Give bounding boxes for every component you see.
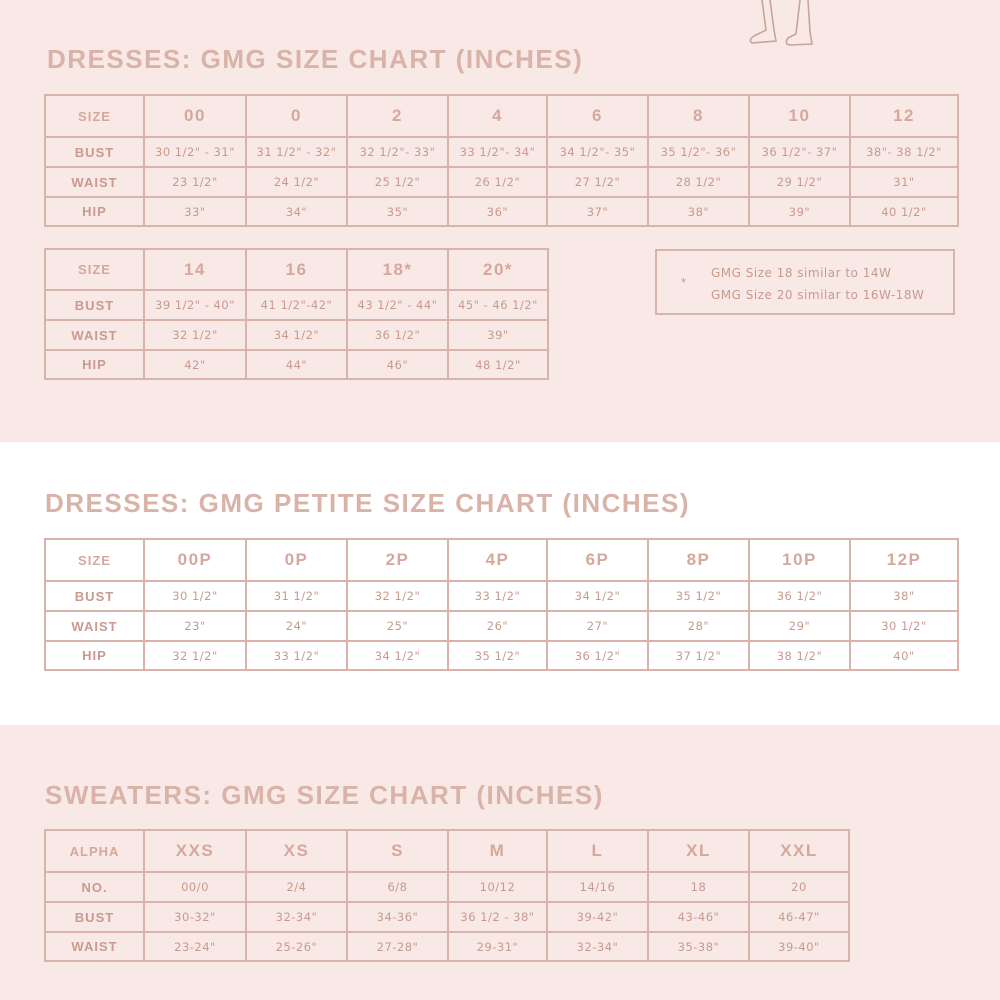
size-cell: 0P <box>246 539 347 581</box>
dresses-title: DRESSES: GMG SIZE CHART (INCHES) <box>47 44 584 74</box>
table-cell: 23-24" <box>144 932 246 961</box>
table-row <box>45 167 958 197</box>
row-label: WAIST <box>45 932 144 961</box>
table-cell: 39" <box>749 197 850 226</box>
table-cell: 28 1/2" <box>648 167 749 197</box>
table-cell: 32 1/2" <box>144 641 246 670</box>
alpha-label: ALPHA <box>45 830 144 872</box>
table-cell: 00/0 <box>144 872 246 902</box>
size-cell: 0 <box>246 95 347 137</box>
row-label: WAIST <box>45 611 144 641</box>
size-label: SIZE <box>45 95 144 137</box>
table-cell: 32 1/2" <box>144 320 246 350</box>
table-cell: 39-42" <box>547 902 648 932</box>
table-cell: 43-46" <box>648 902 749 932</box>
table-cell: 34 1/2" <box>246 320 347 350</box>
dresses-plus-size-table <box>44 248 549 380</box>
table-cell: 40 1/2" <box>850 197 958 226</box>
table-cell: 33" <box>144 197 246 226</box>
size-cell: 2P <box>347 539 448 581</box>
size-label: SIZE <box>45 249 144 290</box>
size-cell: 16 <box>246 249 347 290</box>
sweaters-size-table <box>44 829 850 962</box>
table-cell: 2/4 <box>246 872 347 902</box>
table-cell: 34" <box>246 197 347 226</box>
table-cell: 30 1/2" <box>144 581 246 611</box>
row-label: HIP <box>45 641 144 670</box>
table-cell: 28" <box>648 611 749 641</box>
table-cell: 10/12 <box>448 872 547 902</box>
size-cell: 00P <box>144 539 246 581</box>
table-cell: 24 1/2" <box>246 167 347 197</box>
size-cell: 12 <box>850 95 958 137</box>
size-cell: M <box>448 830 547 872</box>
size-cell: 18* <box>347 249 448 290</box>
table-cell: 29 1/2" <box>749 167 850 197</box>
table-cell: 32-34" <box>246 902 347 932</box>
table-row <box>45 320 548 350</box>
size-label: SIZE <box>45 539 144 581</box>
table-cell: 34 1/2" <box>547 581 648 611</box>
table-cell: 6/8 <box>347 872 448 902</box>
row-label: HIP <box>45 197 144 226</box>
size-note-box <box>655 249 955 315</box>
dresses-size-table <box>44 94 959 227</box>
table-row <box>45 902 849 932</box>
table-row <box>45 641 958 670</box>
table-cell: 40" <box>850 641 958 670</box>
table-cell: 44" <box>246 350 347 379</box>
table-row <box>45 350 548 379</box>
size-cell: 4 <box>448 95 547 137</box>
table-cell: 35" <box>347 197 448 226</box>
alpha-header-row <box>45 830 849 872</box>
size-cell: XL <box>648 830 749 872</box>
petite-size-table <box>44 538 959 671</box>
table-cell: 39-40" <box>749 932 849 961</box>
table-cell: 37" <box>547 197 648 226</box>
size-cell: 14 <box>144 249 246 290</box>
size-cell: 4P <box>448 539 547 581</box>
table-cell: 38 1/2" <box>749 641 850 670</box>
table-row <box>45 290 548 320</box>
table-cell: 36 1/2"- 37" <box>749 137 850 167</box>
table-cell: 48 1/2" <box>448 350 548 379</box>
table-cell: 36 1/2" <box>347 320 448 350</box>
size-header-row <box>45 95 958 137</box>
size-header-row <box>45 539 958 581</box>
table-cell: 30 1/2" - 31" <box>144 137 246 167</box>
size-cell: 10 <box>749 95 850 137</box>
table-cell: 32-34" <box>547 932 648 961</box>
table-cell: 33 1/2" <box>448 581 547 611</box>
row-label: WAIST <box>45 320 144 350</box>
table-cell: 45" - 46 1/2" <box>448 290 548 320</box>
size-cell: 12P <box>850 539 958 581</box>
table-cell: 30 1/2" <box>850 611 958 641</box>
size-cell: XS <box>246 830 347 872</box>
table-cell: 23 1/2" <box>144 167 246 197</box>
asterisk-icon: * <box>681 275 687 290</box>
table-cell: 36 1/2" <box>547 641 648 670</box>
size-cell: 6P <box>547 539 648 581</box>
table-cell: 31 1/2" - 32" <box>246 137 347 167</box>
table-cell: 32 1/2" <box>347 581 448 611</box>
table-cell: 35 1/2" <box>448 641 547 670</box>
table-cell: 38" <box>850 581 958 611</box>
size-header-row <box>45 249 548 290</box>
row-label: WAIST <box>45 167 144 197</box>
row-label: BUST <box>45 137 144 167</box>
table-cell: 33 1/2"- 34" <box>448 137 547 167</box>
table-cell: 27" <box>547 611 648 641</box>
size-cell: XXS <box>144 830 246 872</box>
size-cell: 8 <box>648 95 749 137</box>
table-cell: 35-38" <box>648 932 749 961</box>
size-cell: 00 <box>144 95 246 137</box>
table-cell: 46" <box>347 350 448 379</box>
table-cell: 25 1/2" <box>347 167 448 197</box>
table-cell: 39 1/2" - 40" <box>144 290 246 320</box>
table-cell: 31" <box>850 167 958 197</box>
table-row <box>45 611 958 641</box>
table-cell: 41 1/2"-42" <box>246 290 347 320</box>
table-cell: 36" <box>448 197 547 226</box>
table-cell: 29" <box>749 611 850 641</box>
table-cell: 33 1/2" <box>246 641 347 670</box>
size-cell: 20* <box>448 249 548 290</box>
row-label: BUST <box>45 290 144 320</box>
row-label: BUST <box>45 902 144 932</box>
table-row <box>45 872 849 902</box>
row-label: HIP <box>45 350 144 379</box>
size-cell: 10P <box>749 539 850 581</box>
table-cell: 14/16 <box>547 872 648 902</box>
table-cell: 36 1/2 - 38" <box>448 902 547 932</box>
note-line: GMG Size 18 similar to 14W <box>711 266 892 280</box>
size-cell: 6 <box>547 95 648 137</box>
table-cell: 34-36" <box>347 902 448 932</box>
table-cell: 23" <box>144 611 246 641</box>
table-row <box>45 197 958 226</box>
table-cell: 29-31" <box>448 932 547 961</box>
table-cell: 27 1/2" <box>547 167 648 197</box>
row-label: NO. <box>45 872 144 902</box>
size-cell: 8P <box>648 539 749 581</box>
table-row <box>45 932 849 961</box>
table-cell: 27-28" <box>347 932 448 961</box>
table-cell: 39" <box>448 320 548 350</box>
note-line: GMG Size 20 similar to 16W-18W <box>711 288 925 302</box>
table-cell: 38"- 38 1/2" <box>850 137 958 167</box>
table-cell: 26" <box>448 611 547 641</box>
table-cell: 31 1/2" <box>246 581 347 611</box>
table-cell: 34 1/2" <box>347 641 448 670</box>
table-cell: 20 <box>749 872 849 902</box>
table-cell: 35 1/2" <box>648 581 749 611</box>
table-cell: 25-26" <box>246 932 347 961</box>
table-cell: 42" <box>144 350 246 379</box>
table-cell: 43 1/2" - 44" <box>347 290 448 320</box>
table-cell: 18 <box>648 872 749 902</box>
table-cell: 32 1/2"- 33" <box>347 137 448 167</box>
table-cell: 25" <box>347 611 448 641</box>
sweaters-title: SWEATERS: GMG SIZE CHART (INCHES) <box>45 780 604 810</box>
table-cell: 37 1/2" <box>648 641 749 670</box>
petite-title: DRESSES: GMG PETITE SIZE CHART (INCHES) <box>45 488 690 518</box>
size-cell: L <box>547 830 648 872</box>
table-cell: 46-47" <box>749 902 849 932</box>
table-row <box>45 137 958 167</box>
row-label: BUST <box>45 581 144 611</box>
table-cell: 38" <box>648 197 749 226</box>
table-cell: 26 1/2" <box>448 167 547 197</box>
table-cell: 36 1/2" <box>749 581 850 611</box>
table-row <box>45 581 958 611</box>
size-cell: XXL <box>749 830 849 872</box>
table-cell: 24" <box>246 611 347 641</box>
size-cell: S <box>347 830 448 872</box>
table-cell: 34 1/2"- 35" <box>547 137 648 167</box>
table-cell: 30-32" <box>144 902 246 932</box>
fashion-sketch-legs-icon <box>740 0 830 52</box>
size-cell: 2 <box>347 95 448 137</box>
table-cell: 35 1/2"- 36" <box>648 137 749 167</box>
